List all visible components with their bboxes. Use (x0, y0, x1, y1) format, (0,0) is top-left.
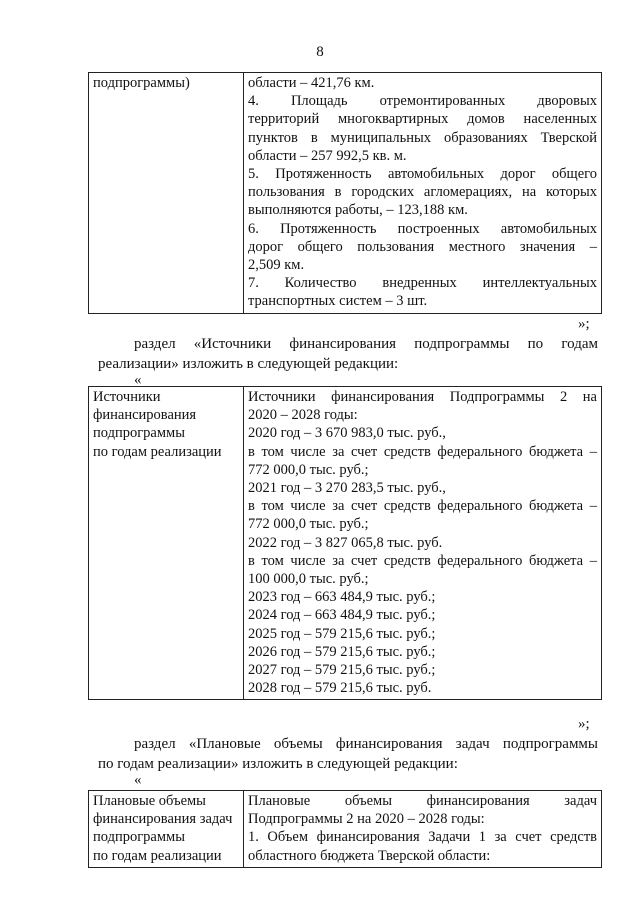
table2-left-line: Источники (93, 389, 161, 405)
paragraph-planned (98, 734, 598, 774)
table1-left-text: подпрограммы) (93, 75, 190, 91)
table2-line: 2026 год – 579 215,6 тыс. руб.; (248, 643, 436, 660)
table1-line: 6. Протяженность построенных автомобильных (248, 220, 597, 237)
table1-line: 2,509 км. (248, 257, 305, 274)
table3-line: Плановые объемы финансирования задач (248, 793, 597, 809)
table3-left-line: по годам реализации (93, 847, 222, 864)
table2-left-line: по годам реализации (93, 443, 222, 460)
opening-quote: « (134, 372, 142, 388)
table2-line: в том числе за счет средств федерального бюджета – (248, 498, 597, 515)
table2-left-line: подпрограммы (93, 425, 185, 442)
paragraph-line: раздел «Плановые объемы финансирования задач подпрограммы (134, 736, 598, 752)
planned-volumes-table (88, 790, 602, 868)
opening-quote: « (134, 772, 142, 788)
table1-line: 7. Количество внедренных интеллектуальных (248, 275, 597, 292)
table2-line: 2022 год – 3 827 065,8 тыс. руб. (248, 534, 443, 551)
table1-line: 5. Протяженность автомобильных дорог общего (248, 166, 597, 183)
table2-line: в том числе за счет средств федерального бюджета – (248, 552, 597, 569)
table1-line: выполняются работы, – 123,188 км. (248, 202, 468, 219)
table2-line: 2024 год – 663 484,9 тыс. руб.; (248, 607, 436, 624)
table1-line: транспортных систем – 3 шт. (248, 293, 428, 310)
table3-left-line: подпрограммы (93, 829, 185, 846)
paragraph-sources (98, 334, 598, 374)
table2-line: 2023 год – 663 484,9 тыс. руб.; (248, 589, 436, 606)
table2-line: 2025 год – 579 215,6 тыс. руб.; (248, 625, 436, 642)
table2-line: 772 000,0 тыс. руб.; (248, 461, 369, 478)
table2-line: 2020 – 2028 годы: (248, 407, 358, 424)
table2-line: в том числе за счет средств федерального бюджета – (248, 443, 597, 460)
closing-quote: »; (578, 316, 590, 332)
closing-quote: »; (578, 716, 590, 732)
table1-line: территорий многоквартирных домов населенных (248, 111, 597, 128)
table1-left-cell (89, 73, 244, 314)
table3-line: областного бюджета Тверской области: (248, 847, 491, 864)
funding-sources-table (88, 386, 602, 700)
table2-left-cell (89, 387, 244, 700)
paragraph-line: раздел «Источники финансирования подпрограммы по годам (134, 336, 598, 352)
table1-right-cell (244, 73, 602, 314)
table1-line: пунктов в муниципальных образованиях Тверской (248, 129, 597, 146)
table2-left-line: финансирования (93, 407, 197, 424)
table3-line: Подпрограммы 2 на 2020 – 2028 годы: (248, 811, 485, 828)
table3-left-cell (89, 791, 244, 868)
table3-left-line: Плановые объемы (93, 793, 206, 809)
table2-line: 100 000,0 тыс. руб.; (248, 571, 369, 588)
table2-line: 2021 год – 3 270 283,5 тыс. руб., (248, 480, 446, 497)
table2-line: 2027 год – 579 215,6 тыс. руб.; (248, 662, 436, 679)
table1-line: области – 421,76 км. (248, 75, 375, 91)
table2-line: 2020 год – 3 670 983,0 тыс. руб., (248, 425, 446, 442)
paragraph-line: по годам реализации» изложить в следующей редакции: (98, 756, 458, 772)
table1-line: пользования в городских агломерациях, на которых (248, 184, 597, 201)
table2-line: Источники финансирования Подпрограммы 2 на (248, 389, 597, 405)
table1-line: дорог общего пользования местного значения – (248, 238, 597, 255)
table2-line: 772 000,0 тыс. руб.; (248, 516, 369, 533)
table3-left-line: финансирования задач (93, 811, 233, 828)
table1-line: области – 257 992,5 кв. м. (248, 147, 407, 164)
paragraph-line: реализации» изложить в следующей редакции: (98, 356, 399, 372)
table2-line: 2028 год – 579 215,6 тыс. руб. (248, 680, 432, 697)
table1-line: 4. Площадь отремонтированных дворовых (248, 93, 597, 110)
table2-right-cell (244, 387, 602, 700)
indicators-table (88, 72, 602, 314)
table3-line: 1. Объем финансирования Задачи 1 за счет средств (248, 829, 597, 846)
page-number: 8 (316, 44, 324, 60)
table3-right-cell (244, 791, 602, 868)
